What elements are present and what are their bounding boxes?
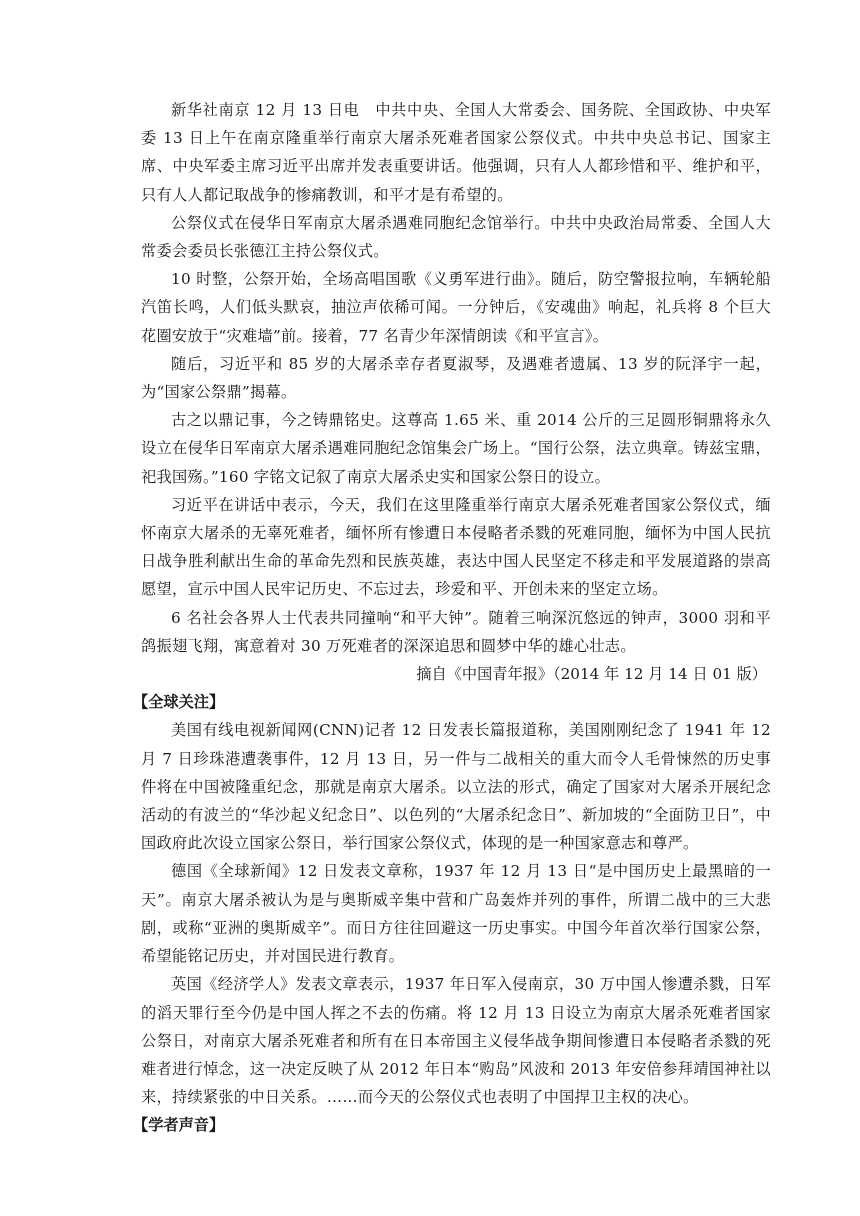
article-paragraph-1: 新华社南京 12 月 13 日电 中共中央、全国人大常委会、国务院、全国政协、中央军委 13 日上午在南京隆重举行南京大屠杀死难者国家公祭仪式。中共中央总书记、国家主席、中央军委主席习近平出席并发表重要讲话。他强调，只有人人都珍惜和平、维护和平，只有人人都记取战争的惨痛教训，和平才是有希望的。 (141, 101, 771, 204)
scholar-section-heading: 【学者声音】 (133, 1116, 225, 1135)
article-paragraph-2: 公祭仪式在侵华日军南京大屠杀遇难同胞纪念馆举行。中共中央政治局常委、全国人大常委会委员长张德江主持公祭仪式。 (141, 213, 771, 261)
global-section-heading: 【全球关注】 (133, 693, 225, 712)
global-paragraph-2: 德国《全球新闻》12 日发表文章称，1937 年 12 月 13 日“是中国历史上最黑暗的一天”。南京大屠杀被认为是与奥斯威辛集中营和广岛轰炸并列的事件，所谓二战中的三大悲剧，或称“亚洲的奥斯威辛”。而日方往往回避这一历史事实。中国今年首次举行国家公祭，希望能铭记历史，并对国民进行教育。 (141, 862, 771, 966)
global-paragraph-3: 英国《经济学人》发表文章表示，1937 年日军入侵南京，30 万中国人惨遭杀戮，日军的滔天罪行至今仍是中国人挥之不去的伤痛。将 12 月 13 日设立为南京大屠杀死难者国家公祭日，对南京大屠杀死难者和所有在日本帝国主义侵华战争期间惨遭日本侵略者杀戮的死难者进行悼念，这一决定反映了从 2012 年日本“购岛”风波和 2013 年安倍参拜靖国神社以来，持续紧张的中日关系。……而今天的公祭仪式也表明了中国捍卫主权的决心。 (141, 975, 771, 1107)
article-paragraph-7: 6 名社会各界人士代表共同撞响“和平大钟”。随着三响深沉悠远的钟声，3000 羽和平鸽振翅飞翔，寓意着对 30 万死难者的深深追思和圆梦中华的雄心壮志。 (141, 608, 771, 655)
document-page (133, 96, 771, 1140)
article-source: 摘自《中国青年报》（2014 年 12 月 14 日 01 版） (416, 665, 767, 684)
article-paragraph-5: 古之以鼎记事，今之铸鼎铭史。这尊高 1.65 米、重 2014 公斤的三足圆形铜鼎将永久设立在侵华日军南京大屠杀遇难同胞纪念馆集会广场上。“国行公祭，法立典章。铸兹宝鼎，祀我国殇。”160 字铭文记叙了南京大屠杀史实和国家公祭日的设立。 (141, 411, 771, 486)
global-paragraph-1: 美国有线电视新闻网(CNN)记者 12 日发表长篇报道称，美国刚刚纪念了 1941 年 12 月 7 日珍珠港遭袭事件，12 月 13 日，另一件与二战相关的重大而令人毛骨悚然的历史事件将在中国被隆重纪念，那就是南京大屠杀。以立法的形式，确定了国家对大屠杀开展纪念活动的有波兰的“华沙起义纪念日”、以色列的“大屠杀纪念日”、新加坡的“全面防卫日”，中国政府此次设立国家公祭日，举行国家公祭仪式，体现的是一种国家意志和尊严。 (141, 721, 771, 853)
article-paragraph-6: 习近平在讲话中表示，今天，我们在这里隆重举行南京大屠杀死难者国家公祭仪式，缅怀南京大屠杀的无辜死难者，缅怀所有惨遭日本侵略者杀戮的死难同胞，缅怀为中国人民抗日战争胜利献出生命的革命先烈和民族英雄，表达中国人民坚定不移走和平发展道路的崇高愿望，宣示中国人民牢记历史、不忘过去，珍爱和平、开创未来的坚定立场。 (141, 495, 771, 599)
article-paragraph-4: 随后，习近平和 85 岁的大屠杀幸存者夏淑琴，及遇难者遗属、13 岁的阮泽宇一起，为“国家公祭鼎”揭幕。 (141, 354, 771, 402)
article-paragraph-3: 10 时整，公祭开始，全场高唱国歌《义勇军进行曲》。随后，防空警报拉响，车辆轮船汽笛长鸣，人们低头默哀，抽泣声依稀可闻。一分钟后，《安魂曲》响起，礼兵将 8 个巨大花圈安放于“灾难墙”前。接着，77 名青少年深情朗读《和平宣言》。 (141, 270, 771, 345)
